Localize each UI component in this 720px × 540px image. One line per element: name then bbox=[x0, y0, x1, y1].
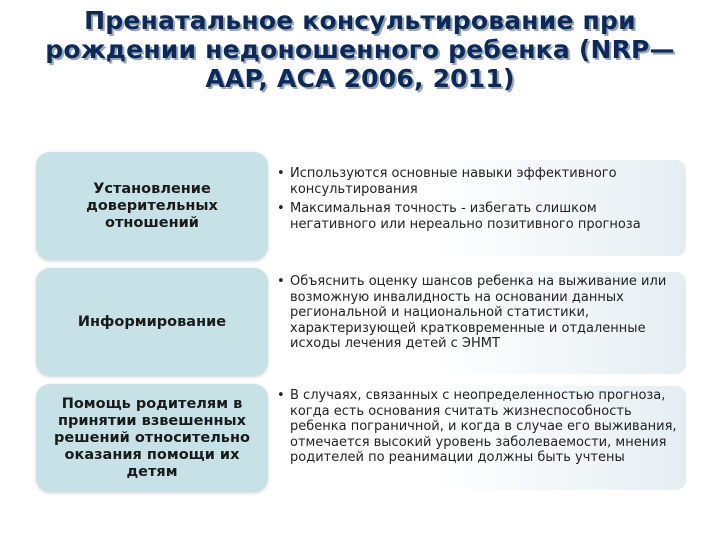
row-decision-support bbox=[36, 384, 686, 492]
label-trust: Установление доверительных отношений bbox=[86, 180, 218, 231]
bullet-icon: • bbox=[277, 166, 285, 181]
row-informing bbox=[36, 268, 686, 376]
label-box-trust bbox=[36, 152, 268, 260]
bullet-icon: • bbox=[277, 201, 285, 216]
bullet-text: Максимальная точность - избегать слишком негативного или нереально позитивного прогноза bbox=[290, 201, 641, 232]
bullet-item bbox=[274, 388, 678, 466]
label-box-decision-support bbox=[36, 384, 268, 492]
row-trust bbox=[36, 152, 686, 260]
slide-title: Пренатальное консультирование при рождении недоношенного ребенка (NRP—AAP, ACA 2006, 2011) bbox=[45, 6, 675, 93]
content-box-trust bbox=[260, 160, 686, 256]
label-box-informing bbox=[36, 268, 268, 376]
content-box-informing bbox=[260, 272, 686, 374]
content-box-decision-support bbox=[260, 386, 686, 490]
label-decision-support: Помощь родителям в принятии взвешенных решений относительно оказания помощи их детям bbox=[54, 395, 250, 480]
bullet-icon: • bbox=[277, 388, 285, 403]
bullet-list-trust bbox=[260, 160, 686, 232]
label-informing: Информирование bbox=[77, 313, 227, 330]
bullet-item bbox=[274, 201, 678, 232]
bullet-text: Используются основные навыки эффективного консультирования bbox=[290, 166, 617, 197]
bullet-icon: • bbox=[277, 274, 285, 289]
bullet-list-decision-support bbox=[260, 386, 686, 466]
bullet-list-informing bbox=[260, 272, 686, 352]
bullet-item bbox=[274, 274, 678, 352]
bullet-text: Объяснить оценку шансов ребенка на выживание или возможную инвалидность на основании данных региональной и национальной статистики, характеризующей кратковременные и отдаленные исходы лечения детей с ЭНМТ bbox=[290, 274, 667, 351]
bullet-text: В случаях, связанных с неопределенностью прогноза, когда есть основания считать жизнеспособность ребенка пограничной, и когда в случае его выживания, отмечается высокий уровень заболеваемости, мнения родителей по реанимации должны быть учтены bbox=[290, 388, 677, 465]
bullet-item bbox=[274, 166, 678, 197]
